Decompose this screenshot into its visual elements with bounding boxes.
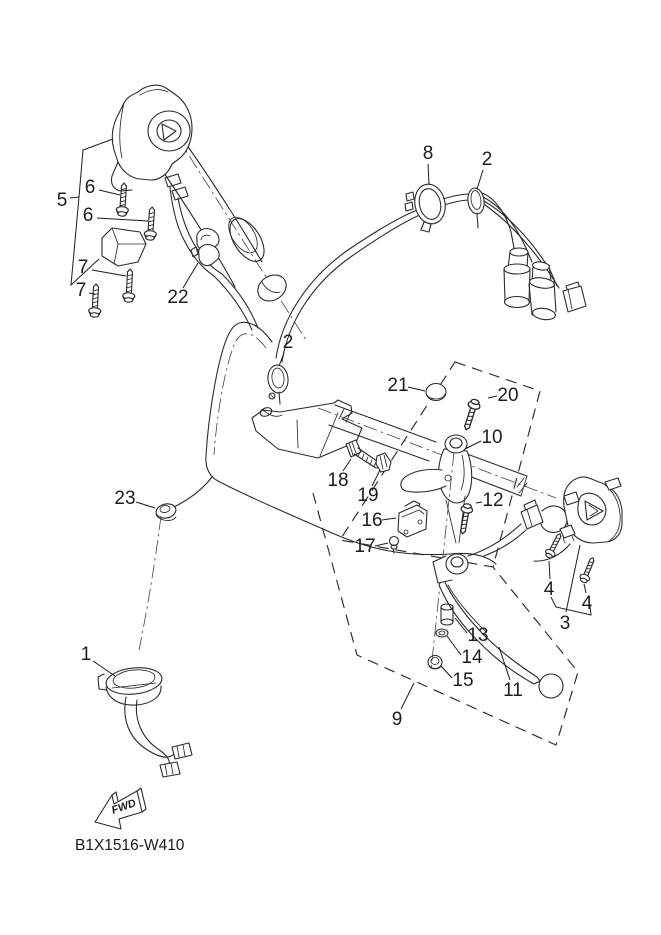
callout-17: 17: [354, 536, 376, 558]
lower-housing-half: [102, 228, 146, 266]
callout-1: 1: [80, 644, 92, 666]
pivot-nut-15: [428, 656, 442, 670]
screw-7a: [122, 269, 136, 303]
lever-holder-group: [318, 384, 556, 554]
leader-line-7: [92, 270, 126, 276]
callout-11: 11: [503, 680, 523, 702]
grip-collar-1: [98, 665, 192, 777]
leader-line-21: [408, 387, 425, 391]
wire-clamp-8: [405, 181, 449, 232]
harness-connector-b: [529, 261, 556, 321]
leader-line-6: [99, 190, 120, 195]
callout-5: 5: [56, 190, 68, 212]
callout-22: 22: [167, 287, 189, 309]
screw-7b: [88, 284, 102, 318]
left-switch-assembly: [71, 85, 258, 330]
callout-14: 14: [461, 647, 483, 669]
screw-6b: [144, 207, 158, 241]
leader-line-5: [70, 197, 79, 198]
adjuster-nut-19: [376, 453, 391, 472]
callout-23: 23: [114, 488, 136, 510]
leader-line-2: [477, 170, 483, 189]
handlebar-clamp-22: [191, 229, 219, 266]
callout-21: 21: [387, 375, 409, 397]
leader-line-8: [428, 164, 429, 184]
callout-13: 13: [467, 625, 489, 647]
callout-6: 6: [84, 177, 96, 199]
washer-ring-2: [267, 364, 290, 404]
harness-connector-a: [504, 248, 530, 308]
leader-line-3: [566, 545, 580, 612]
callout-7: 7: [77, 257, 89, 279]
callout-6: 6: [82, 205, 94, 227]
leader-line-12: [476, 502, 482, 503]
right-switch-3: [534, 477, 622, 561]
callout-4: 4: [543, 579, 555, 601]
leader-line-2: [279, 353, 284, 366]
leader-line-15: [441, 666, 452, 678]
wire-harness-top: [276, 181, 586, 362]
screw-12: [457, 503, 474, 535]
callout-7: 7: [75, 280, 87, 302]
callout-18: 18: [327, 470, 349, 492]
fwd-arrow: [95, 788, 146, 829]
callout-2: 2: [282, 332, 294, 354]
callout-12: 12: [482, 490, 504, 512]
fwd-label: FWD: [110, 797, 138, 817]
callout-9: 9: [391, 709, 403, 731]
collar-connector-a: [172, 743, 192, 759]
leader-line-6: [97, 218, 148, 221]
leader-line-16: [382, 518, 396, 520]
cap-21: [426, 384, 446, 401]
callout-15: 15: [452, 670, 474, 692]
callout-20: 20: [497, 385, 519, 407]
leader-line-7: [89, 293, 95, 294]
callout-3: 3: [559, 613, 571, 635]
washer-14: [436, 629, 448, 637]
leader-line-14: [447, 636, 461, 655]
callout-16: 16: [361, 510, 383, 532]
harness-connector-c: [563, 282, 586, 312]
leader-line-17: [375, 543, 388, 546]
collar-connector-b: [160, 762, 180, 777]
callout-10: 10: [481, 427, 503, 449]
leader-line-20: [488, 396, 497, 398]
leader-line-23: [136, 502, 155, 508]
screw-20: [460, 398, 481, 432]
screw-6a: [116, 183, 130, 217]
harness-clip-23: [155, 502, 177, 520]
leader-line-4: [584, 584, 586, 593]
screw-4a: [544, 532, 565, 560]
callout-8: 8: [422, 143, 434, 165]
callout-2: 2: [481, 149, 493, 171]
leader-line-4: [549, 561, 550, 579]
screw-4b: [578, 556, 597, 584]
leader-line-22: [183, 263, 198, 288]
callout-4: 4: [581, 593, 593, 615]
drawing-code: B1X1516-W410: [75, 837, 185, 854]
leader-line-9: [401, 683, 414, 709]
switch-block-16: [398, 501, 427, 537]
callout-19: 19: [357, 485, 379, 507]
